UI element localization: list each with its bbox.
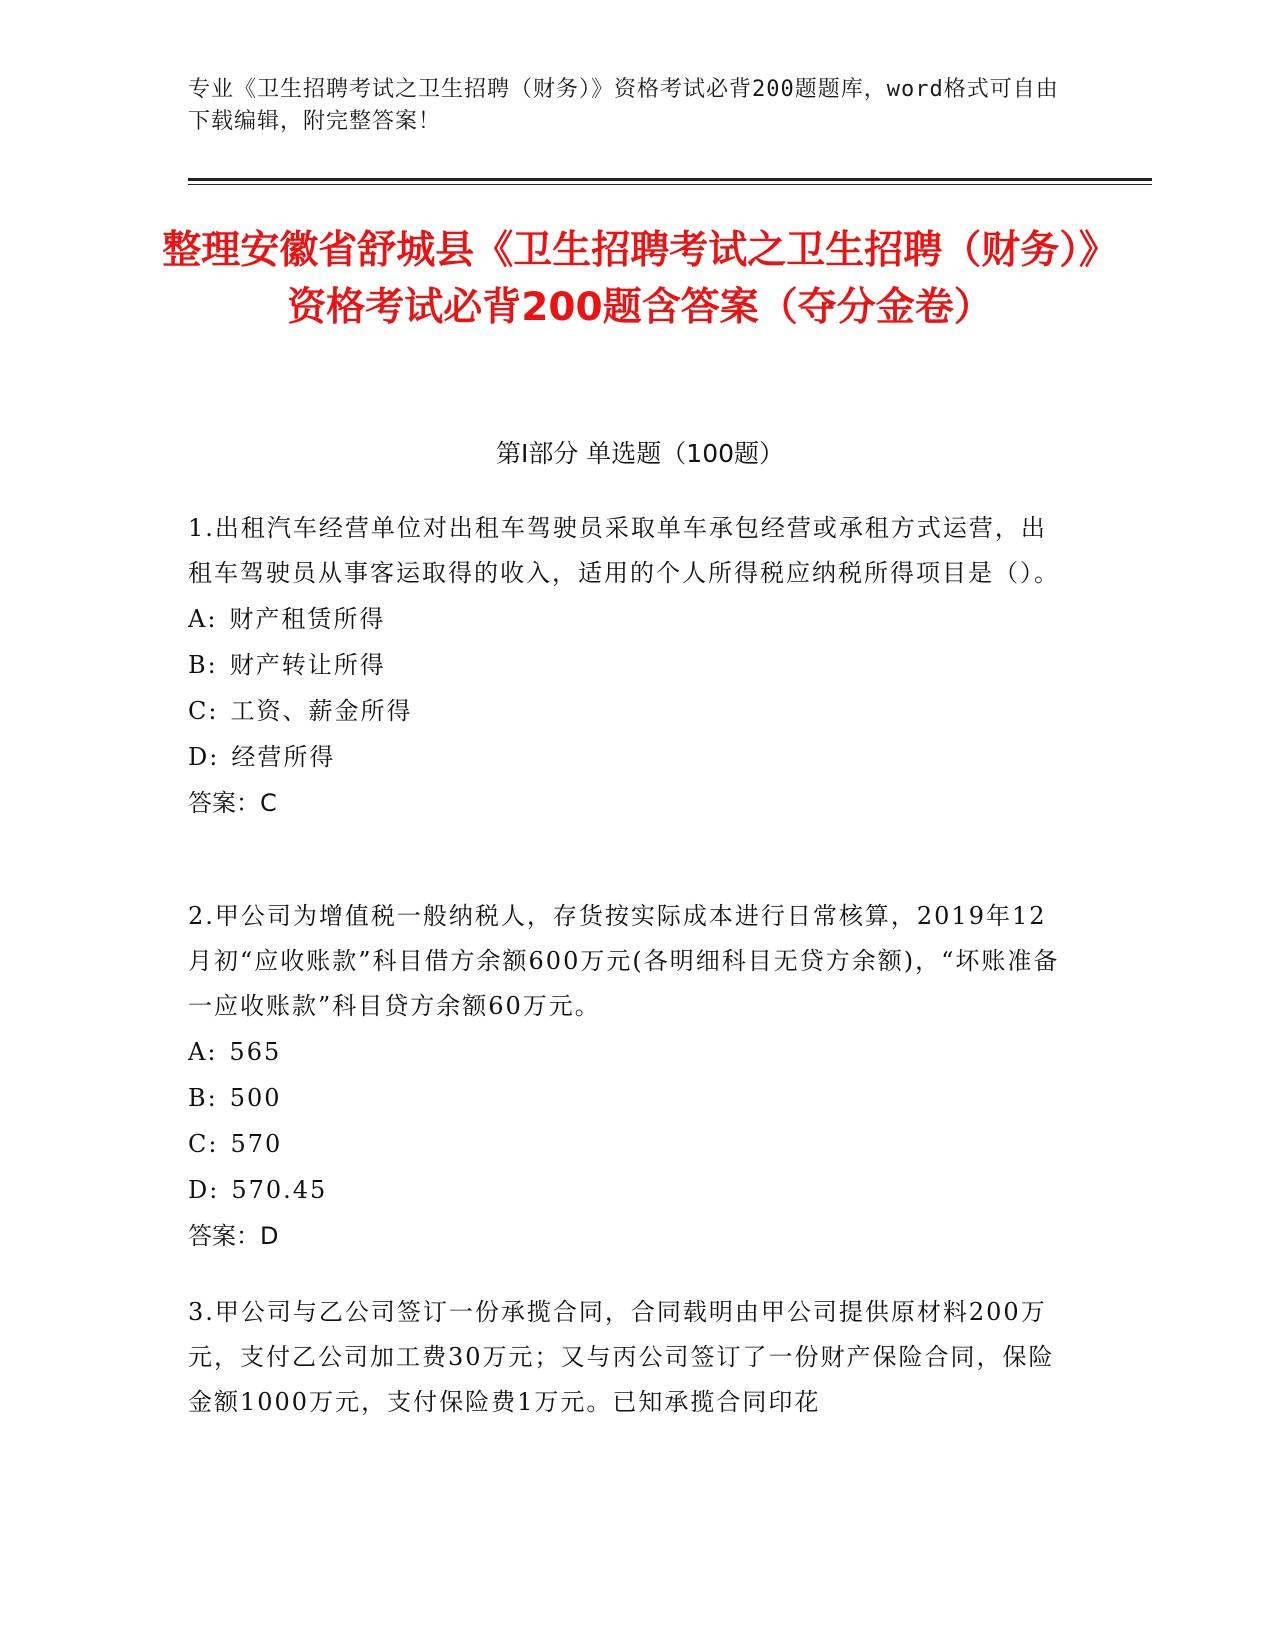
option-letter: B: (188, 1084, 218, 1112)
option-letter: A: (188, 605, 218, 633)
question-stem: 2.甲公司为增值税一般纳税人，存货按实际成本进行日常核算，2019年12月初“应收账款”科目借方余额600万元(各明细科目无贷方余额)，“坏账准备一应收账款”科目贷方余额60万元。 (188, 902, 1060, 1020)
option-c (188, 688, 1068, 734)
header-note: 专业《卫生招聘考试之卫生招聘（财务）》资格考试必背200题题库，word格式可自由下载编辑，附完整答案！ (188, 77, 1059, 134)
option-letter: C: (188, 697, 219, 725)
option-text: 570 (230, 1130, 283, 1158)
option-b (188, 1075, 1068, 1121)
option-text: 经营所得 (231, 743, 336, 771)
option-a (188, 1029, 1068, 1075)
option-text: 财产租赁所得 (229, 605, 386, 633)
document-title: 整理安徽省舒城县《卫生招聘考试之卫生招聘（财务）》资格考试必背200题含答案（夺分金卷） (162, 228, 1118, 330)
option-text: 财产转让所得 (229, 651, 386, 679)
question-1 (188, 506, 1068, 826)
question-stem: 1.出租汽车经营单位对出租车驾驶员采取单车承包经营或承租方式运营，出租车驾驶员从事客运取得的收入，适用的个人所得税应纳税所得项目是（）。 (188, 514, 1060, 587)
question-stem: 3.甲公司与乙公司签订一份承揽合同，合同载明由甲公司提供原材料200万元，支付乙公司加工费30万元；又与丙公司签订了一份财产保险合同，保险金额1000万元，支付保险费1万元。已知承揽合同印花 (188, 1298, 1055, 1416)
answer-line: 答案：C (188, 789, 277, 817)
option-d (188, 1167, 1068, 1213)
option-letter: A: (188, 1038, 218, 1066)
option-letter: D: (188, 1176, 220, 1204)
option-text: 500 (229, 1084, 282, 1112)
question-2 (188, 894, 1068, 1259)
section-heading: 第Ⅰ部分 单选题（100题） (495, 439, 785, 468)
option-b (188, 642, 1068, 688)
option-c (188, 1121, 1068, 1167)
option-letter: D: (188, 743, 220, 771)
option-a (188, 596, 1068, 642)
option-text: 565 (229, 1038, 282, 1066)
answer-line: 答案：D (188, 1222, 279, 1250)
header-divider-thin (188, 184, 1152, 185)
header-divider (188, 178, 1152, 181)
option-letter: C: (188, 1130, 219, 1158)
option-letter: B: (188, 651, 218, 679)
option-text: 570.45 (231, 1176, 328, 1204)
question-3 (188, 1290, 1068, 1425)
option-d (188, 734, 1068, 780)
option-text: 工资、薪金所得 (230, 697, 413, 725)
